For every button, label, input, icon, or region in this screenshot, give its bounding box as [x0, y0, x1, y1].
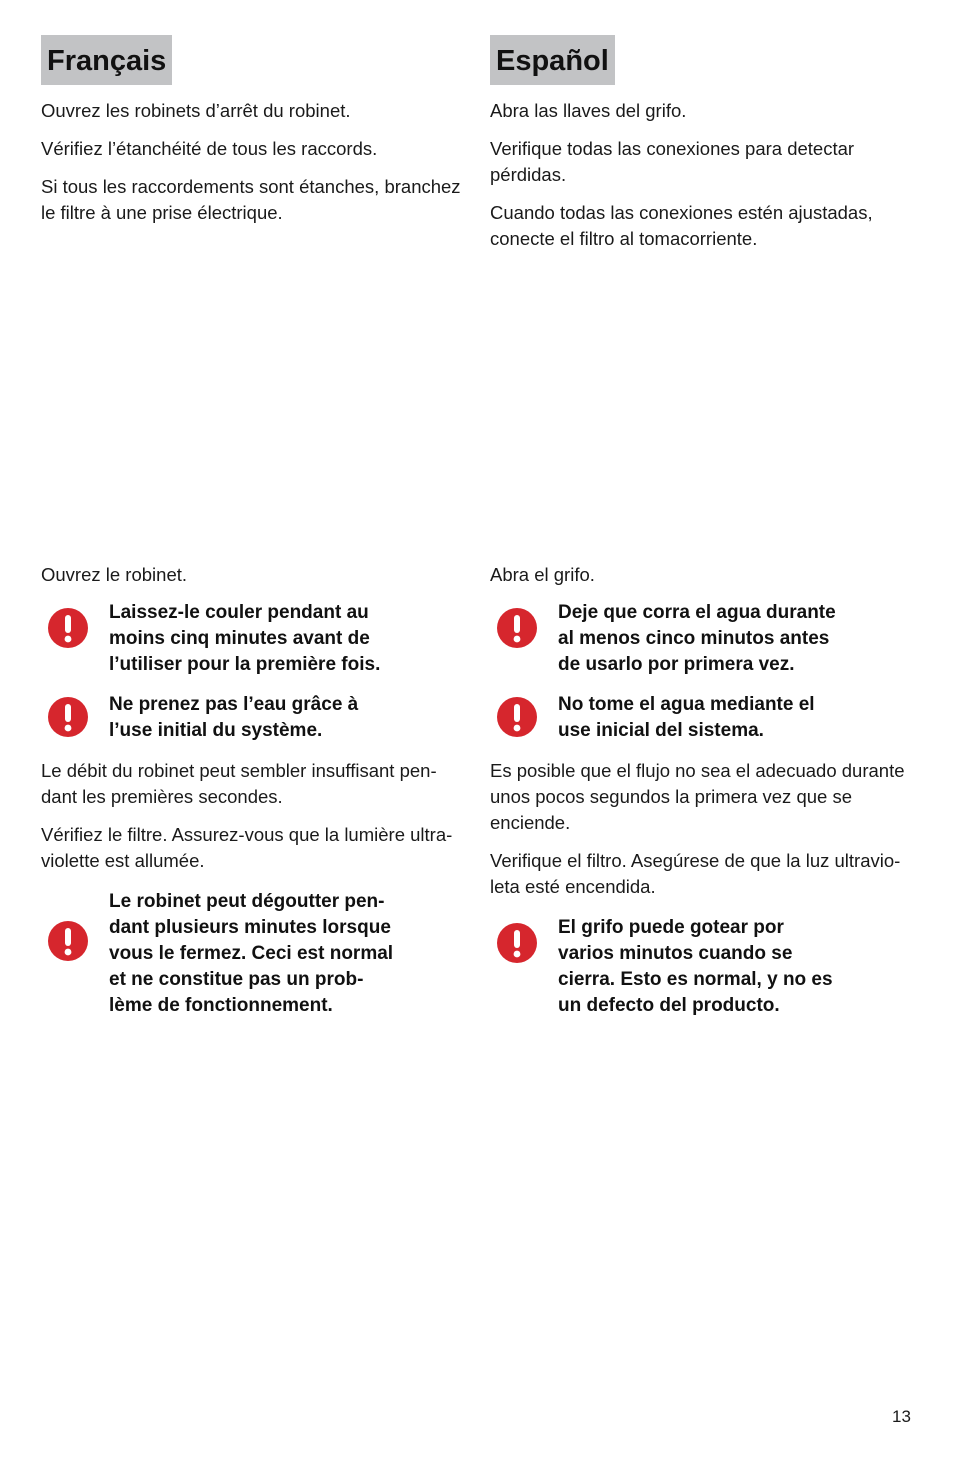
- instruction-check-connections: Vérifiez l’étanchéité de tous les raccords.: [41, 138, 378, 159]
- exclamation-warning-icon: [497, 923, 537, 963]
- note-check-uv-light: Verifique el filtro. Asegúrese de que la luz ultravio- leta esté encendida.: [490, 850, 901, 897]
- warning-text: No tome el agua mediante el use inicial del sistema.: [558, 694, 815, 741]
- intro-instructions: [41, 98, 466, 226]
- intro-instructions: [490, 98, 915, 252]
- instruction-open-shutoff: Abra las llaves del grifo.: [490, 100, 687, 121]
- warning-dripping: [490, 915, 930, 1021]
- exclamation-warning-icon: [48, 608, 88, 648]
- warning-text: Laissez-le couler pendant au moins cinq minutes avant de l’utiliser pour la première fois.: [109, 602, 381, 675]
- instruction-open-faucet: [41, 562, 466, 588]
- exclamation-warning-icon: [48, 921, 88, 961]
- warning-dripping: [41, 889, 481, 1021]
- notes: [490, 758, 915, 900]
- open-faucet-text: Ouvrez le robinet.: [41, 564, 188, 585]
- note-flow-rate: Le débit du robinet peut sembler insuffisant pen- dant les premières secondes.: [41, 760, 437, 807]
- warning-do-not-drink: [490, 692, 930, 746]
- instruction-check-connections: Verifique todas las conexiones para detectar pérdidas.: [490, 138, 855, 185]
- warning-do-not-drink: [41, 692, 481, 746]
- open-faucet-text: Abra el grifo.: [490, 564, 595, 585]
- warning-text: Le robinet peut dégoutter pen- dant plusieurs minutes lorsque vous le fermez. Ceci est normal et ne constitue pas un prob- lème de fonctionnement.: [109, 891, 394, 1016]
- warning-text: El grifo puede gotear por varios minutos cuando se cierra. Esto es normal, y no es un defecto del producto.: [558, 917, 833, 1016]
- note-flow-rate: Es posible que el flujo no sea el adecuado durante unos pocos segundos la primera vez que se enciende.: [490, 760, 905, 833]
- instruction-plug-in-filter: Cuando todas las conexiones estén ajustadas, conecte el filtro al tomacorriente.: [490, 202, 873, 249]
- exclamation-warning-icon: [48, 697, 88, 737]
- warning-run-water: [490, 600, 930, 680]
- exclamation-warning-icon: [497, 608, 537, 648]
- page-number: 13: [892, 1407, 911, 1426]
- section-heading-french: Français: [41, 35, 172, 85]
- section-heading-spanish: Español: [490, 35, 615, 85]
- instruction-plug-in-filter: Si tous les raccordements sont étanches, branchez le filtre à une prise électrique.: [41, 176, 461, 223]
- warning-run-water: [41, 600, 481, 680]
- instruction-open-faucet: [490, 562, 915, 588]
- instruction-open-shutoff: Ouvrez les robinets d’arrêt du robinet.: [41, 100, 351, 121]
- note-check-uv-light: Vérifiez le filtre. Assurez-vous que la lumière ultra- violette est allumée.: [41, 824, 453, 871]
- notes: [41, 758, 466, 874]
- exclamation-warning-icon: [497, 697, 537, 737]
- warning-text: Ne prenez pas l’eau grâce à l’use initial du système.: [109, 694, 359, 741]
- warning-text: Deje que corra el agua durante al menos cinco minutos antes de usarlo por primera vez.: [558, 602, 836, 675]
